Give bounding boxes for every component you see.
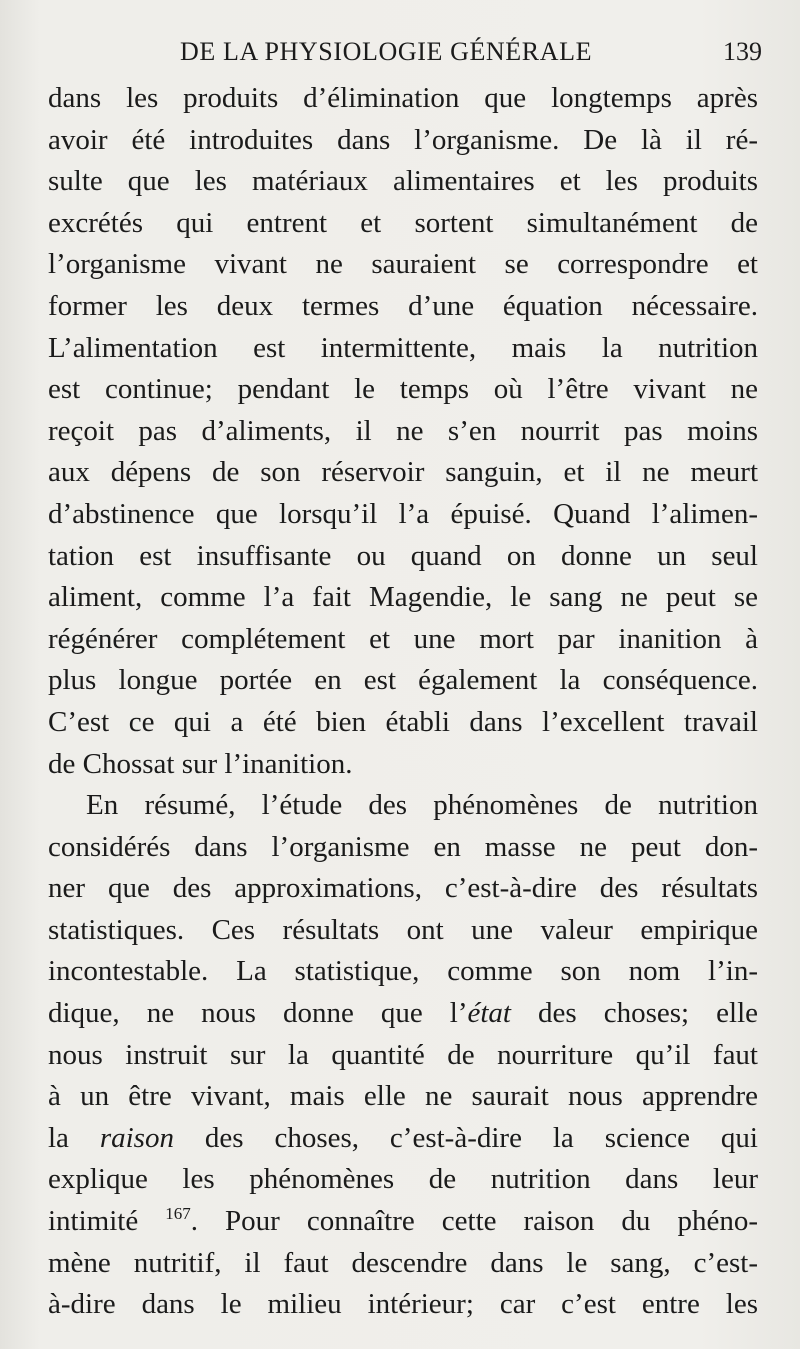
text-line: explique les phénomènes de nutrition dans leur <box>48 1163 758 1196</box>
text-line: incontestable. La statistique, comme son nom l’in- <box>48 955 758 988</box>
text-line: sulte que les matériaux alimentaires et les produits <box>48 165 758 198</box>
italic-word: état <box>467 997 511 1030</box>
text-line: dans les produits d’élimination que longtemps après <box>48 82 758 114</box>
text-line: aliment, comme l’a fait Magendie, le sang ne peut se <box>48 581 758 614</box>
text-segment: la <box>48 1121 100 1154</box>
text-line-mixed <box>48 1118 758 1160</box>
text-segment: dique, ne nous donne que l’ <box>48 997 468 1030</box>
footnote-reference: 167 <box>165 1204 191 1224</box>
text-line: nous instruit sur la quantité de nourriture qu’il faut <box>48 1038 758 1071</box>
text-line: excrétés qui entrent et sortent simultanément de <box>48 206 758 239</box>
text-line: plus longue portée en est également la conséquence. <box>48 664 758 697</box>
text-line: tation est insuffisante ou quand on donne un seul <box>48 539 758 572</box>
italic-word: raison <box>99 1121 174 1154</box>
text-line: à un être vivant, mais elle ne saurait nous apprendre <box>48 1080 758 1113</box>
text-segment: . Pour connaître cette raison du phéno- <box>190 1205 758 1238</box>
running-title: DE LA PHYSIOLOGIE GÉNÉRALE <box>180 37 593 66</box>
text-segment: des choses; elle <box>511 997 758 1030</box>
text-line: d’abstinence que lorsqu’il l’a épuisé. Quand l’alimen- <box>48 497 758 530</box>
text-line: est continue; pendant le temps où l’être vivant ne <box>48 373 758 406</box>
text-line: considérés dans l’organisme en masse ne peut don- <box>48 830 758 863</box>
page-number: 139 <box>723 37 762 66</box>
text-line: l’organisme vivant ne sauraient se correspondre et <box>48 248 758 281</box>
text-line: régénérer complétement et une mort par inanition à <box>48 622 758 655</box>
text-line: L’alimentation est intermittente, mais la nutrition <box>48 331 758 364</box>
body-text <box>48 78 758 1326</box>
page-header <box>48 34 762 70</box>
text-line-mixed <box>48 1201 758 1243</box>
text-line: reçoit pas d’aliments, il ne s’en nourrit pas moins <box>48 414 758 447</box>
text-segment: des choses, c’est-à-dire la science qui <box>173 1121 758 1154</box>
text-line: aux dépens de son réservoir sanguin, et il ne meurt <box>48 456 758 489</box>
text-line: ner que des approximations, c’est-à-dire des résultats <box>48 872 758 905</box>
text-line: avoir été introduites dans l’organisme. De là il ré- <box>48 123 758 156</box>
text-line: à-dire dans le milieu intérieur; car c’est entre les <box>48 1288 758 1321</box>
text-line: statistiques. Ces résultats ont une valeur empirique <box>48 913 758 946</box>
text-line: C’est ce qui a été bien établi dans l’excellent travail <box>48 705 758 738</box>
text-line: mène nutritif, il faut descendre dans le sang, c’est- <box>48 1246 758 1279</box>
text-segment: intimité <box>48 1205 166 1238</box>
text-line: de Chossat sur l’inanition. <box>48 747 353 780</box>
text-line: En résumé, l’étude des phénomènes de nutrition <box>86 789 758 822</box>
text-line-mixed <box>48 993 758 1035</box>
text-line: former les deux termes d’une équation nécessaire. <box>48 289 758 322</box>
